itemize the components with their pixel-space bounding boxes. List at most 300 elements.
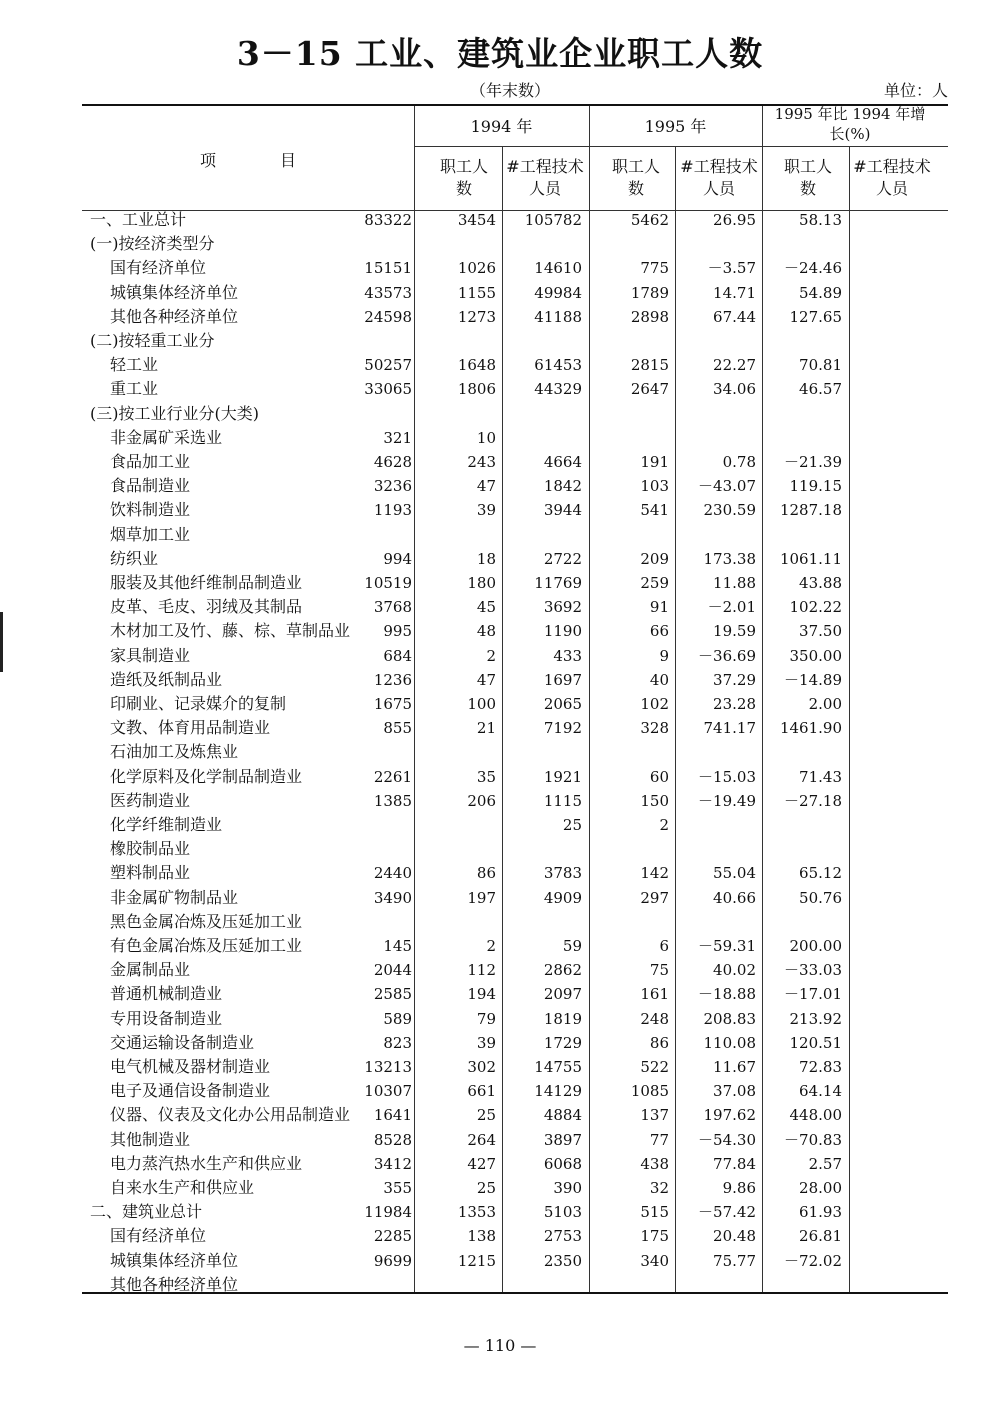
cell-value: 45 xyxy=(476,598,496,617)
cell-value: 41188 xyxy=(534,307,582,326)
cell-value: 10 xyxy=(476,428,496,447)
table-row xyxy=(82,1176,948,1200)
table-row xyxy=(82,861,948,885)
row-label: 专用设备制造业 xyxy=(110,1008,223,1028)
table-row xyxy=(82,1200,948,1224)
cell-value: 1273 xyxy=(457,307,496,326)
cell-value: 2898 xyxy=(630,307,669,326)
cell-value: 20.48 xyxy=(713,1227,756,1246)
cell-value: 102.22 xyxy=(789,598,842,617)
cell-value: 138 xyxy=(467,1227,496,1246)
group-header-growth: 1995 年比 1994 年增长(%) xyxy=(774,105,926,143)
table-row xyxy=(82,910,948,934)
cell-value: 1842 xyxy=(543,477,582,496)
table-row xyxy=(82,329,948,353)
cell-value: 248 xyxy=(640,1009,669,1028)
table-row xyxy=(82,377,948,401)
group-header-1994: 1994 年 xyxy=(470,117,533,136)
cell-value: 191 xyxy=(640,453,669,471)
row-label: 医药制造业 xyxy=(110,790,191,810)
table-row xyxy=(82,1055,948,1079)
cell-value: 328 xyxy=(640,719,669,738)
table-row xyxy=(82,595,948,619)
row-label: 金属制品业 xyxy=(110,960,191,980)
cell-value: 44329 xyxy=(534,380,582,399)
cell-value: 2440 xyxy=(373,864,412,883)
cell-value: 9 xyxy=(659,646,669,665)
cell-value: 213.92 xyxy=(789,1009,842,1028)
sub-header: #工程技术人员 xyxy=(853,157,931,198)
row-label: 食品加工业 xyxy=(110,452,191,471)
cell-value: 120.51 xyxy=(789,1033,842,1052)
cell-value: 1236 xyxy=(373,670,412,689)
row-label: 黑色金属冶炼及压延加工业 xyxy=(110,911,303,931)
cell-value: 9.86 xyxy=(722,1179,756,1197)
cell-value: 3412 xyxy=(373,1154,412,1173)
cell-value: 24598 xyxy=(364,307,412,326)
sub-header: 职工人数 xyxy=(784,157,833,198)
cell-value: 19.59 xyxy=(713,622,756,641)
cell-value: 91 xyxy=(649,598,669,617)
cell-value: －15.03 xyxy=(698,767,756,786)
cell-value: 71.43 xyxy=(799,767,842,786)
cell-value: 50.76 xyxy=(799,888,842,907)
page-title: 3－15 工业、建筑业企业职工人数 xyxy=(236,34,764,73)
cell-value: 994 xyxy=(383,549,412,568)
cell-value: 264 xyxy=(467,1130,496,1149)
cell-value: 2 xyxy=(486,646,496,665)
row-label: 化学原料及化学制品制造业 xyxy=(110,766,303,786)
cell-value: 21 xyxy=(476,719,496,738)
cell-value: 10519 xyxy=(364,574,412,592)
cell-value: 32 xyxy=(649,1179,669,1197)
table-row xyxy=(82,765,948,789)
cell-value: 14129 xyxy=(534,1082,582,1101)
cell-value: 321 xyxy=(383,428,412,447)
table-row xyxy=(82,353,948,377)
cell-value: 775 xyxy=(640,259,669,278)
cell-value: 350.00 xyxy=(789,646,842,665)
cell-value: 1026 xyxy=(457,259,496,278)
sub-header: #工程技术人员 xyxy=(506,157,584,198)
cell-value: 438 xyxy=(640,1154,669,1173)
cell-value: 2261 xyxy=(373,767,412,786)
cell-value: 37.50 xyxy=(799,622,842,641)
row-label: 非金属矿采选业 xyxy=(110,427,223,447)
table-row xyxy=(82,644,948,668)
cell-value: 14755 xyxy=(534,1058,582,1076)
cell-value: 33065 xyxy=(364,380,412,399)
cell-value: 14.71 xyxy=(713,283,756,302)
cell-value: 2.00 xyxy=(808,695,842,713)
cell-value: 209 xyxy=(640,549,669,568)
cell-value: 55.04 xyxy=(713,864,756,883)
row-label: 其他各种经济单位 xyxy=(110,306,239,326)
cell-value: 3454 xyxy=(457,211,496,229)
cell-value: －2.01 xyxy=(707,598,756,617)
cell-value: 589 xyxy=(383,1009,412,1028)
cell-value: 3236 xyxy=(373,477,412,496)
row-label: (二)按轻重工业分 xyxy=(90,331,215,350)
cell-value: 302 xyxy=(467,1058,496,1076)
table-row xyxy=(82,692,948,716)
table-row xyxy=(82,886,948,910)
row-label: 橡胶制品业 xyxy=(110,839,191,859)
cell-value: 3490 xyxy=(373,888,412,907)
cell-value: 161 xyxy=(640,985,669,1004)
row-label: 其他各种经济单位 xyxy=(110,1274,239,1294)
table-row xyxy=(82,1079,948,1103)
cell-value: 25 xyxy=(562,816,582,834)
cell-value: －14.89 xyxy=(784,670,842,689)
cell-value: 194 xyxy=(467,985,496,1004)
row-label: 纺织业 xyxy=(110,548,159,568)
cell-value: 2285 xyxy=(373,1227,412,1246)
cell-value: 100 xyxy=(467,695,496,713)
row-label: 自来水生产和供应业 xyxy=(110,1178,255,1197)
row-label: 印刷业、记录媒介的复制 xyxy=(110,694,287,713)
cell-value: 2044 xyxy=(373,961,412,980)
cell-value: 6068 xyxy=(543,1154,582,1173)
cell-value: 2 xyxy=(659,816,669,834)
cell-value: 340 xyxy=(640,1251,669,1270)
cell-value: 59 xyxy=(562,937,582,955)
cell-value: 2753 xyxy=(543,1227,582,1246)
group-header-1995: 1995 年 xyxy=(644,117,707,136)
cell-value: 515 xyxy=(640,1203,669,1222)
row-label: 电气机械及器材制造业 xyxy=(110,1057,271,1076)
cell-value: 206 xyxy=(467,791,496,810)
cell-value: 40.66 xyxy=(713,888,756,907)
table-row xyxy=(82,958,948,982)
row-label: 有色金属冶炼及压延加工业 xyxy=(110,936,303,955)
row-label: 轻工业 xyxy=(110,355,159,375)
row-label: 非金属矿物制品业 xyxy=(110,887,239,907)
cell-value: 77.84 xyxy=(713,1154,756,1173)
table-row xyxy=(82,1249,948,1273)
cell-value: 427 xyxy=(467,1154,496,1173)
row-label: 服装及其他纤维制品制造业 xyxy=(110,573,303,592)
table-row xyxy=(82,813,948,837)
table-row xyxy=(82,982,948,1006)
row-label: 石油加工及炼焦业 xyxy=(110,742,239,762)
cell-value: 35 xyxy=(476,767,496,786)
cell-value: 105782 xyxy=(524,211,582,229)
cell-value: 37.29 xyxy=(713,670,756,689)
table-row xyxy=(82,740,948,764)
cell-value: 541 xyxy=(640,501,669,520)
cell-value: 230.59 xyxy=(703,501,756,520)
cell-value: －33.03 xyxy=(784,961,842,980)
row-label: 家具制造业 xyxy=(110,645,191,665)
cell-value: －59.31 xyxy=(698,937,756,955)
cell-value: 9699 xyxy=(373,1251,412,1270)
row-label: 电力蒸汽热水生产和供应业 xyxy=(110,1153,303,1173)
cell-value: 65.12 xyxy=(799,864,842,883)
cell-value: 110.08 xyxy=(703,1033,756,1052)
cell-value: 1155 xyxy=(457,283,496,302)
cell-value: 39 xyxy=(476,501,496,520)
row-label: 国有经济单位 xyxy=(110,258,207,278)
cell-value: 175 xyxy=(640,1227,669,1246)
header-subrule xyxy=(414,146,948,147)
cell-value: 14610 xyxy=(534,259,582,278)
cell-value: 11984 xyxy=(364,1203,412,1222)
table-row xyxy=(82,1007,948,1031)
cell-value: 2097 xyxy=(543,985,582,1004)
cell-value: 61.93 xyxy=(799,1203,842,1222)
cell-value: －27.18 xyxy=(784,791,842,810)
cell-value: 26.81 xyxy=(799,1227,842,1246)
table-row xyxy=(82,789,948,813)
row-label: 一、工业总计 xyxy=(90,210,187,229)
cell-value: 243 xyxy=(467,453,496,471)
cell-value: 390 xyxy=(553,1179,582,1197)
cell-value: 5462 xyxy=(630,211,669,229)
cell-value: 119.15 xyxy=(789,477,842,496)
row-label: 仪器、仪表及文化办公用品制造业 xyxy=(110,1105,351,1125)
cell-value: 7192 xyxy=(543,719,582,738)
cell-value: 1461.90 xyxy=(779,719,842,738)
cell-value: 77 xyxy=(649,1130,669,1149)
row-label: 普通机械制造业 xyxy=(110,984,223,1004)
cell-value: 23.28 xyxy=(713,695,756,713)
cell-value: 661 xyxy=(467,1082,496,1101)
cell-value: 67.44 xyxy=(713,307,756,326)
row-label: 食品制造业 xyxy=(110,476,191,496)
cell-value: 2585 xyxy=(373,985,412,1004)
cell-value: 2722 xyxy=(543,549,582,568)
cell-value: －21.39 xyxy=(784,453,842,471)
row-label: 文教、体育用品制造业 xyxy=(110,718,271,738)
table-row xyxy=(82,450,948,474)
table-row xyxy=(82,619,948,643)
cell-value: 3944 xyxy=(543,501,582,520)
cell-value: 47 xyxy=(476,670,496,689)
cell-value: 40 xyxy=(649,670,669,689)
row-label: 木材加工及竹、藤、棕、草制品业 xyxy=(110,621,351,641)
cell-value: 75 xyxy=(649,961,669,980)
row-label: (一)按经济类型分 xyxy=(90,234,215,254)
cell-value: 40.02 xyxy=(713,961,756,980)
cell-value: 1648 xyxy=(457,356,496,375)
cell-value: 64.14 xyxy=(799,1082,842,1101)
cell-value: 54.89 xyxy=(799,283,842,302)
cell-value: 4664 xyxy=(543,453,582,471)
cell-value: 1921 xyxy=(543,767,582,786)
cell-value: 10307 xyxy=(364,1082,412,1101)
table-row xyxy=(82,1224,948,1248)
table-subtitle: （年末数） xyxy=(469,81,550,100)
cell-value: 103 xyxy=(640,477,669,496)
cell-value: 855 xyxy=(383,719,412,738)
table-row xyxy=(82,402,948,426)
table-row xyxy=(82,1128,948,1152)
cell-value: 197 xyxy=(467,888,496,907)
cell-value: 86 xyxy=(649,1033,669,1052)
row-label: 化学纤维制造业 xyxy=(110,815,223,834)
row-label: 城镇集体经济单位 xyxy=(110,1250,239,1270)
cell-value: 70.81 xyxy=(799,356,842,375)
cell-value: －3.57 xyxy=(707,259,756,278)
cell-value: 15151 xyxy=(364,259,412,278)
cell-value: 66 xyxy=(649,622,669,641)
table-row xyxy=(82,547,948,571)
cell-value: －43.07 xyxy=(698,477,756,496)
cell-value: －72.02 xyxy=(784,1251,842,1270)
cell-value: 11.88 xyxy=(713,574,756,592)
cell-value: 11769 xyxy=(534,574,582,592)
cell-value: 61453 xyxy=(534,356,582,375)
cell-value: 25 xyxy=(476,1179,496,1197)
cell-value: 145 xyxy=(383,937,412,955)
cell-value: 26.95 xyxy=(713,211,756,229)
cell-value: 47 xyxy=(476,477,496,496)
cell-value: －24.46 xyxy=(784,259,842,278)
cell-value: 208.83 xyxy=(703,1009,756,1028)
cell-value: 13213 xyxy=(364,1058,412,1076)
cell-value: 200.00 xyxy=(789,937,842,955)
cell-value: 522 xyxy=(640,1058,669,1076)
cell-value: 5103 xyxy=(543,1203,582,1222)
cell-value: 25 xyxy=(476,1106,496,1125)
cell-value: 1193 xyxy=(373,501,412,520)
cell-value: 995 xyxy=(383,622,412,641)
table-row xyxy=(82,305,948,329)
table-row xyxy=(82,474,948,498)
cell-value: 2 xyxy=(486,937,496,955)
cell-value: 355 xyxy=(383,1179,412,1197)
item-column-header: 项 目 xyxy=(200,151,297,170)
cell-value: 1729 xyxy=(543,1033,582,1052)
cell-value: 1061.11 xyxy=(779,549,842,568)
table-row xyxy=(82,934,948,958)
cell-value: 180 xyxy=(467,574,496,592)
cell-value: 142 xyxy=(640,864,669,883)
row-label: 二、建筑业总计 xyxy=(90,1202,203,1222)
cell-value: 28.00 xyxy=(799,1179,842,1197)
cell-value: 58.13 xyxy=(799,211,842,229)
row-label: 皮革、毛皮、羽绒及其制品 xyxy=(110,597,303,617)
cell-value: 112 xyxy=(467,961,496,980)
cell-value: 433 xyxy=(553,646,582,665)
cell-value: 1287.18 xyxy=(779,501,842,520)
cell-value: －19.49 xyxy=(698,791,756,810)
cell-value: 50257 xyxy=(364,356,412,375)
cell-value: 297 xyxy=(640,888,669,907)
table-row xyxy=(82,1152,948,1176)
table-row xyxy=(82,208,948,232)
row-label: 城镇集体经济单位 xyxy=(110,282,239,302)
row-label: 交通运输设备制造业 xyxy=(110,1032,255,1052)
cell-value: 79 xyxy=(476,1009,496,1028)
cell-value: 150 xyxy=(640,791,669,810)
row-label: 造纸及纸制品业 xyxy=(110,669,223,689)
table-row xyxy=(82,716,948,740)
cell-value: 22.27 xyxy=(713,356,756,375)
sub-header: 职工人数 xyxy=(612,157,661,198)
cell-value: 3897 xyxy=(543,1130,582,1149)
cell-value: 1819 xyxy=(543,1009,582,1028)
cell-value: －17.01 xyxy=(784,985,842,1004)
cell-value: 173.38 xyxy=(703,549,756,568)
cell-value: 49984 xyxy=(534,283,582,302)
cell-value: 1675 xyxy=(373,695,412,713)
cell-value: 4909 xyxy=(543,888,582,907)
cell-value: 1641 xyxy=(373,1106,412,1125)
table-row xyxy=(82,281,948,305)
cell-value: 18 xyxy=(476,549,496,568)
cell-value: 127.65 xyxy=(789,307,842,326)
cell-value: 137 xyxy=(640,1106,669,1125)
cell-value: 2815 xyxy=(630,356,669,375)
cell-value: 2065 xyxy=(543,695,582,713)
cell-value: 4884 xyxy=(543,1106,582,1125)
cell-value: 1806 xyxy=(457,380,496,399)
row-label: 饮料制造业 xyxy=(110,500,191,520)
cell-value: －70.83 xyxy=(784,1130,842,1149)
cell-value: 43.88 xyxy=(799,574,842,592)
table-row xyxy=(82,571,948,595)
row-label: 重工业 xyxy=(110,379,159,399)
row-label: (三)按工业行业分(大类) xyxy=(90,403,259,423)
cell-value: 75.77 xyxy=(713,1251,756,1270)
table-row xyxy=(82,1273,948,1297)
unit-label: 单位：人 xyxy=(883,81,948,100)
table-row xyxy=(82,837,948,861)
cell-value: 102 xyxy=(640,695,669,713)
cell-value: 823 xyxy=(383,1033,412,1052)
cell-value: 4628 xyxy=(373,453,412,471)
cell-value: 1385 xyxy=(373,791,412,810)
row-label: 电子及通信设备制造业 xyxy=(110,1081,271,1101)
table-row xyxy=(82,1103,948,1127)
table-row xyxy=(82,232,948,256)
cell-value: 1190 xyxy=(543,622,582,641)
cell-value: 741.17 xyxy=(703,719,756,738)
cell-value: 448.00 xyxy=(789,1106,842,1125)
page-number: — 110 — xyxy=(463,1336,537,1355)
cell-value: 48 xyxy=(476,622,496,641)
cell-value: 197.62 xyxy=(703,1106,756,1125)
cell-value: 2350 xyxy=(543,1251,582,1270)
cell-value: 11.67 xyxy=(713,1058,756,1076)
row-label: 烟草加工业 xyxy=(110,524,191,544)
cell-value: 43573 xyxy=(364,283,412,302)
row-label: 国有经济单位 xyxy=(110,1226,207,1246)
cell-value: 6 xyxy=(659,937,669,955)
cell-value: 46.57 xyxy=(799,380,842,399)
table-row xyxy=(82,523,948,547)
table-row xyxy=(82,498,948,522)
cell-value: 1115 xyxy=(543,791,582,810)
cell-value: 37.08 xyxy=(713,1082,756,1101)
cell-value: 3768 xyxy=(373,598,412,617)
cell-value: 0.78 xyxy=(722,453,756,471)
cell-value: 86 xyxy=(476,864,496,883)
cell-value: 1215 xyxy=(457,1251,496,1270)
table-row xyxy=(82,426,948,450)
cell-value: 2.57 xyxy=(808,1154,842,1173)
cell-value: 259 xyxy=(640,574,669,592)
cell-value: 684 xyxy=(383,646,412,665)
cell-value: 1789 xyxy=(630,283,669,302)
cell-value: 39 xyxy=(476,1033,496,1052)
cell-value: 8528 xyxy=(373,1130,412,1149)
cell-value: 2647 xyxy=(630,380,669,399)
cell-value: －57.42 xyxy=(698,1203,756,1222)
sub-header: 职工人数 xyxy=(440,157,489,198)
